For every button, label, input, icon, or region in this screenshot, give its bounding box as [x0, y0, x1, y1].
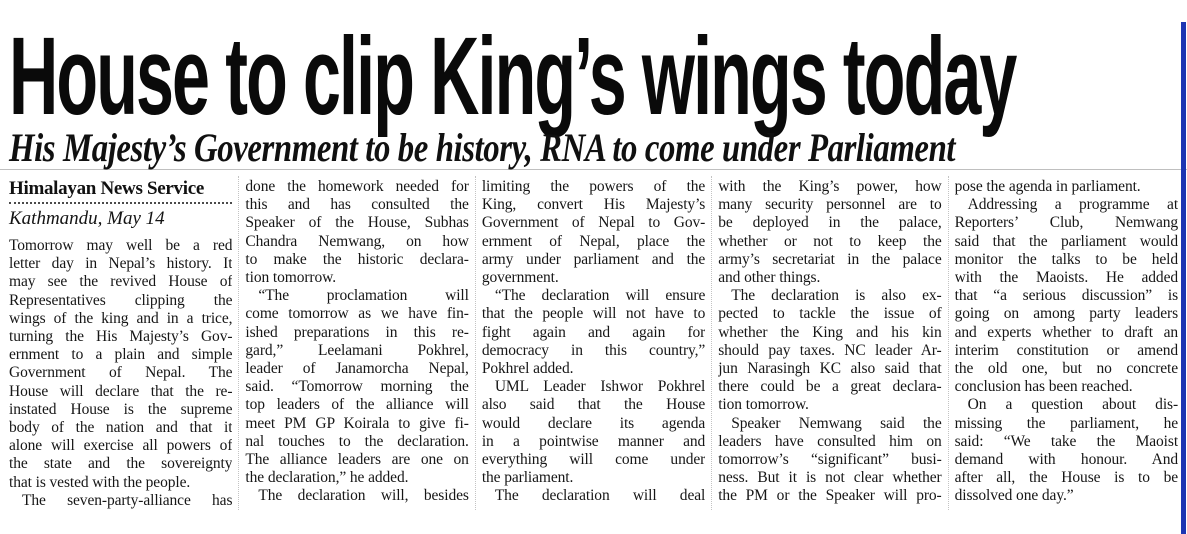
article-line: and other things. — [718, 269, 821, 287]
article-line: King, convert His Majesty’s — [481, 196, 706, 214]
article-line: and experts whether to draft an — [954, 323, 1179, 341]
article-line: Government of Nepal to Gov- — [481, 214, 706, 232]
article-line: everything will come under — [481, 451, 706, 469]
article-line: jun Narasingh KC also said that — [718, 360, 942, 378]
article-line: also said that the House — [481, 396, 706, 414]
article-line: the PM or the Speaker will pro- — [718, 487, 942, 505]
article-line: meet PM GP Koirala to give fi- — [245, 414, 469, 432]
article-line: body of the nation and that it — [9, 419, 233, 437]
article-line: The declaration will, besides — [258, 487, 469, 505]
article-line: The declaration is also ex- — [731, 287, 942, 305]
article-line: the declaration,” he added. — [245, 469, 409, 487]
article-line: UML Leader Ishwor Pokhrel — [494, 378, 706, 396]
article-line: army under parliament and the — [481, 250, 706, 268]
article-line: be deployed in the palace, — [718, 214, 942, 232]
article-line: should pay taxes. NC leader Ar- — [718, 341, 942, 359]
article-line: this and has consulted the — [245, 196, 469, 214]
article-line: missing the parliament, he — [954, 414, 1179, 432]
article-column-2 — [239, 176, 475, 510]
article-line: Pokhrel added. — [481, 360, 574, 378]
article — [0, 15, 1187, 170]
article-line: democracy in this country,” — [481, 341, 706, 359]
article-line: tion tomorrow. — [245, 269, 336, 287]
dateline: Kathmandu, May 14 — [9, 208, 165, 229]
article-line: done the homework needed for — [245, 178, 469, 195]
article-line: with the Maoists. He added — [954, 269, 1179, 287]
article-line: turning the His Majesty’s Gov- — [9, 328, 233, 346]
article-line: nal touches to the declaration. — [245, 432, 469, 450]
article-line: Addressing a programme at — [967, 196, 1179, 214]
article-line: demand with honour. And — [954, 451, 1179, 469]
scan-blue-edge-line — [1181, 22, 1186, 534]
article-line: after all, the House is to be — [954, 469, 1179, 487]
article-line: that “a serious discussion” is — [954, 287, 1179, 305]
article-line: tion tomorrow. — [718, 396, 809, 414]
article-column-4 — [712, 176, 948, 510]
article-line: to make the historic declara- — [245, 250, 469, 268]
article-line: come tomorrow as we have fin- — [245, 305, 469, 323]
headline — [9, 15, 1178, 138]
column-text — [482, 178, 705, 506]
article-line: Tomorrow may well be a red — [9, 237, 233, 254]
article-line: ished preparations in this re- — [245, 323, 469, 341]
article-line: Chandra Nemwang, on how — [245, 232, 469, 250]
article-line: government. — [481, 269, 559, 287]
article-line: The alliance leaders are one on — [245, 451, 469, 469]
subheadline-text: His Majesty’s Government to be history, RNA to come under Parliament — [9, 125, 956, 170]
article-line: “The declaration will ensure — [494, 287, 706, 305]
article-line: wings of the king and in a trice, — [9, 309, 233, 327]
article-line: many security personnel are to — [718, 196, 942, 214]
article-line: that the people will not have to — [481, 305, 706, 323]
article-line: that is vested with the people. — [9, 473, 191, 491]
article-line: “The proclamation will — [258, 287, 469, 305]
article-line: Representatives clipping the — [9, 291, 233, 309]
article-line: gard,” Leelamani Pokhrel, — [245, 341, 469, 359]
article-line: ernment to a plain and simple — [9, 346, 233, 364]
column-text — [9, 237, 232, 510]
article-line: The declaration will deal — [494, 487, 706, 505]
article-line: On a question about dis- — [967, 396, 1179, 414]
article-line: limiting the powers of the — [481, 178, 706, 195]
article-line: pose the agenda in parliament. — [954, 178, 1141, 195]
article-line: in a pointwise manner and — [481, 432, 706, 450]
article-line: Speaker Nemwang said the — [731, 414, 942, 432]
column-text — [718, 178, 941, 506]
article-line: House will declare that the re- — [9, 382, 233, 400]
article-column-3 — [476, 176, 712, 510]
article-line: pected to tackle the issue of — [718, 305, 942, 323]
article-line: said. “Tomorrow morning the — [245, 378, 469, 396]
article-line: would declare its agenda — [481, 414, 706, 432]
article-line: top leaders of the alliance will — [245, 396, 469, 414]
article-line: the old one, but no concrete — [954, 360, 1179, 378]
headline-text: House to clip King’s wings today — [9, 15, 1016, 138]
newspaper-clipping — [0, 15, 1187, 534]
article-line: Speaker of the House, Subhas — [245, 214, 469, 232]
article-line: whether the King and his kin — [718, 323, 942, 341]
article-line: The seven-party-alliance has — [22, 491, 233, 509]
article-line: interim constitution or amend — [954, 341, 1179, 359]
article-line: instated House is the supreme — [9, 400, 233, 418]
article-line: leaders have consulted him on — [718, 432, 942, 450]
article-column-5 — [949, 176, 1178, 510]
article-line: letter day in Nepal’s history. It — [9, 255, 233, 273]
article-line: whether or not to keep the — [718, 232, 942, 250]
article-line: said that the parliament would — [954, 232, 1179, 250]
article-line: tomorrow’s “significant” busi- — [718, 451, 942, 469]
article-line: monitor the talks to be held — [954, 250, 1179, 268]
article-line: may see the revived House of — [9, 273, 233, 291]
article-line: the parliament. — [481, 469, 574, 487]
article-line: said: “We take the Maoist — [954, 432, 1179, 450]
article-line: the state and the sovereignty — [9, 455, 233, 473]
article-line: fight again and again for — [481, 323, 706, 341]
article-line: ness. But it is not clear whether — [718, 469, 942, 487]
article-line: there could be a great declara- — [718, 378, 942, 396]
article-line: leader of Janamorcha Nepal, — [245, 360, 469, 378]
article-line: alone will exercise all powers of — [9, 437, 233, 455]
article-line: ernment of Nepal, place the — [481, 232, 706, 250]
article-line: with the King’s power, how — [718, 178, 942, 195]
column-text — [245, 178, 468, 506]
article-line: Reporters’ Club, Nemwang — [954, 214, 1179, 232]
article-column-1 — [9, 176, 239, 510]
article-line: Government of Nepal. The — [9, 364, 233, 382]
article-body — [9, 176, 1178, 510]
article-line: dissolved one day.” — [954, 487, 1074, 505]
article-line: going on among party leaders — [954, 305, 1179, 323]
column-text — [955, 178, 1178, 506]
article-line: army’s secretariat in the palace — [718, 250, 942, 268]
article-line: conclusion has been reached. — [954, 378, 1133, 396]
byline: Himalayan News Service — [9, 178, 232, 204]
